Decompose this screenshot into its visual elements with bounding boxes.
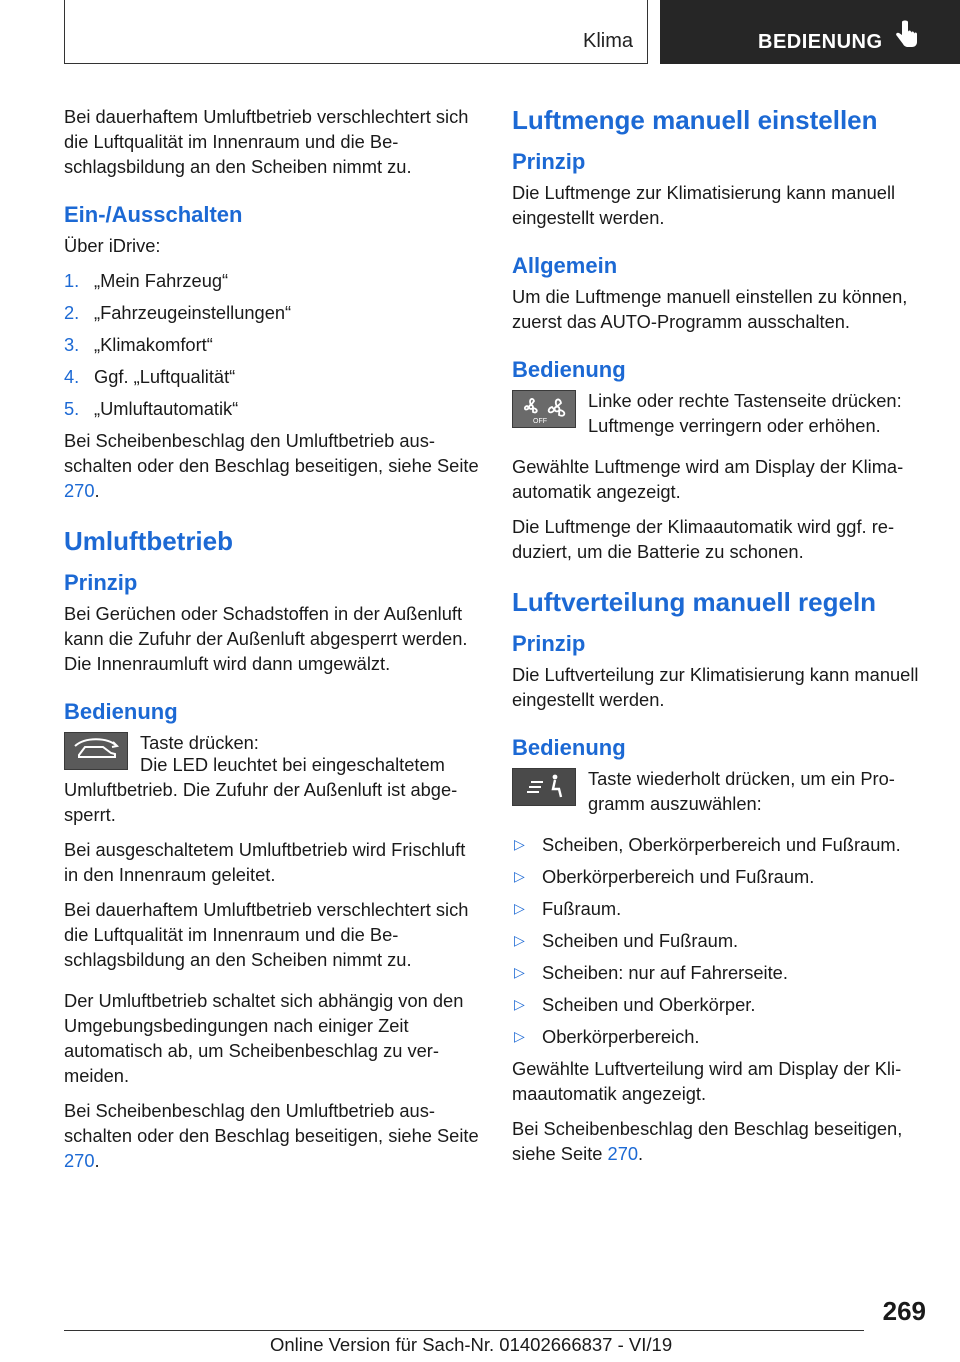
heading-prinzip: Prinzip	[512, 149, 586, 174]
triangle-bullet-icon: ▷	[514, 964, 525, 980]
left-column	[64, 104, 482, 1183]
fan-key-text: Linke oder rechte Tastenseite drücken: Luftmenge verringern oder erhöhen.	[588, 390, 902, 436]
footer-online-version: Online Version für Sach-Nr. 01402666837 - VI/19	[270, 1334, 673, 1355]
heading-bedienung-2: Bedienung	[512, 735, 626, 760]
auto-paragraph: Der Umluftbetrieb schaltet sich abhängig von den Umgebungsbedingungen nach einiger Zeit automatisch ab, um Scheibenbeschlag zu vermeiden.	[64, 990, 464, 1086]
fog2-paragraph: Bei Scheibenbeschlag den Umluftbetrieb ausschalten oder den Beschlag beseitigen, siehe Seite 270.	[64, 1100, 479, 1171]
distribution-options	[512, 832, 932, 1049]
dauer-paragraph: Bei dauerhaftem Umluftbetrieb verschlechtert sich die Luftqualität im Innenraum und die Beschlagsbildung an den Scheiben nimmt zu.	[64, 899, 469, 970]
list-item: 1. „Mein Fahrzeug“	[64, 270, 229, 291]
page-number: 269	[882, 1296, 926, 1326]
prinzip2-paragraph: Die Luftverteilung zur Klimatisierung kann manuell eingestellt werden.	[512, 664, 919, 710]
list-item: ▷ Scheiben: nur auf Fahrerseite.	[514, 962, 788, 983]
heading-prinzip-2: Prinzip	[512, 631, 586, 656]
recirculation-key-icon	[64, 732, 128, 770]
fan-off-label: OFF	[533, 418, 547, 425]
list-item: ▷ Fußraum.	[514, 898, 622, 919]
list-item: ▷ Oberkörperbereich und Fußraum.	[514, 866, 815, 887]
triangle-bullet-icon: ▷	[514, 836, 525, 852]
taste-label: Taste drücken:	[140, 732, 259, 753]
allgemein-paragraph: Um die Luftmenge manuell einstellen zu können, zuerst das AUTO-Programm ausschalten.	[512, 286, 908, 332]
heading-umluftbetrieb: Umluftbetrieb	[64, 526, 233, 556]
list-item: ▷ Oberkörperbereich.	[514, 1026, 700, 1047]
chapter-title: Klima	[582, 30, 633, 52]
dist-key-text: Taste wiederholt drücken, um ein Programm auszuwählen:	[588, 768, 895, 814]
triangle-bullet-icon: ▷	[514, 900, 525, 916]
air-distribution-key-icon	[512, 768, 576, 806]
fan-key-icon	[512, 390, 576, 428]
page-link[interactable]: 270	[607, 1143, 639, 1164]
recirc-key-row	[64, 730, 482, 792]
heading-luftmenge: Luftmenge manuell einstellen	[512, 105, 878, 135]
page-link[interactable]: 270	[64, 480, 95, 501]
fan-key-row	[512, 388, 932, 454]
display-paragraph: Gewählte Luftmenge wird am Display der Klimaautomatik angezeigt.	[512, 456, 904, 502]
heading-ein-ausschalten: Ein-/Ausschalten	[64, 202, 243, 227]
chapter-tab	[64, 0, 648, 64]
right-column	[512, 104, 932, 1176]
prinzip-paragraph: Bei Gerüchen oder Schadstoffen in der Außenluft kann die Zufuhr der Außenluft abgesperrt werden. Die Innenraumluft wird dann umgewälzt.	[64, 603, 468, 674]
heading-prinzip: Prinzip	[64, 570, 138, 595]
footer-divider	[64, 1330, 864, 1331]
prinzip-paragraph: Die Luftmenge zur Klimatisierung kann manuell eingestellt werden.	[512, 182, 896, 228]
triangle-bullet-icon: ▷	[514, 932, 525, 948]
page-link[interactable]: 270	[64, 1150, 95, 1171]
reduce-paragraph: Die Luftmenge der Klimaautomatik wird ggf. reduziert, um die Batterie zu schonen.	[512, 516, 895, 562]
triangle-bullet-icon: ▷	[514, 1028, 525, 1044]
list-item: 2. „Fahrzeugeinstellungen“	[64, 302, 292, 323]
list-item: 4. Ggf. „Luftqualität“	[64, 366, 236, 387]
triangle-bullet-icon: ▷	[514, 996, 525, 1012]
hand-pointer-icon	[893, 20, 919, 50]
triangle-bullet-icon: ▷	[514, 868, 525, 884]
list-item: 5. „Umluftautomatik“	[64, 398, 239, 419]
intro-paragraph: Bei dauerhaftem Umluftbetrieb verschlechtert sich die Luftqualität im Innenraum und die Beschlagsbildung an den Scheiben nimmt zu.	[64, 106, 469, 177]
display2-paragraph: Gewählte Luftverteilung wird am Display der Klimaautomatik angezeigt.	[512, 1058, 902, 1104]
list-item: ▷ Scheiben und Fußraum.	[514, 930, 739, 951]
led-paragraph: Die LED leuchtet bei eingeschaltetem Umluftbetrieb. Die Zufuhr der Außenluft ist abgesperrt.	[64, 754, 458, 825]
heading-luftverteilung: Luftverteilung manuell regeln	[512, 587, 877, 617]
idrive-label: Über iDrive:	[64, 235, 161, 256]
list-item: ▷ Scheiben und Oberkörper.	[514, 994, 756, 1015]
aus-paragraph: Bei ausgeschaltetem Umluftbetrieb wird Frischluft in den Innenraum geleitet.	[64, 839, 466, 885]
section-title: BEDIENUNG	[758, 31, 883, 53]
heading-bedienung: Bedienung	[512, 357, 626, 382]
idrive-steps	[64, 268, 482, 421]
heading-bedienung: Bedienung	[64, 699, 178, 724]
list-item: ▷ Scheiben, Oberkörperbereich und Fußraum.	[514, 834, 901, 855]
list-item: 3. „Klimakomfort“	[64, 334, 213, 355]
dist-key-row	[512, 766, 932, 832]
fog-paragraph: Bei Scheibenbeschlag den Umluftbetrieb ausschalten oder den Beschlag beseitigen, siehe Seite 270.	[64, 430, 479, 501]
section-tab	[660, 0, 960, 64]
fog-paragraph: Bei Scheibenbeschlag den Beschlag beseitigen, siehe Seite 270.	[512, 1118, 903, 1164]
heading-allgemein: Allgemein	[512, 253, 618, 278]
